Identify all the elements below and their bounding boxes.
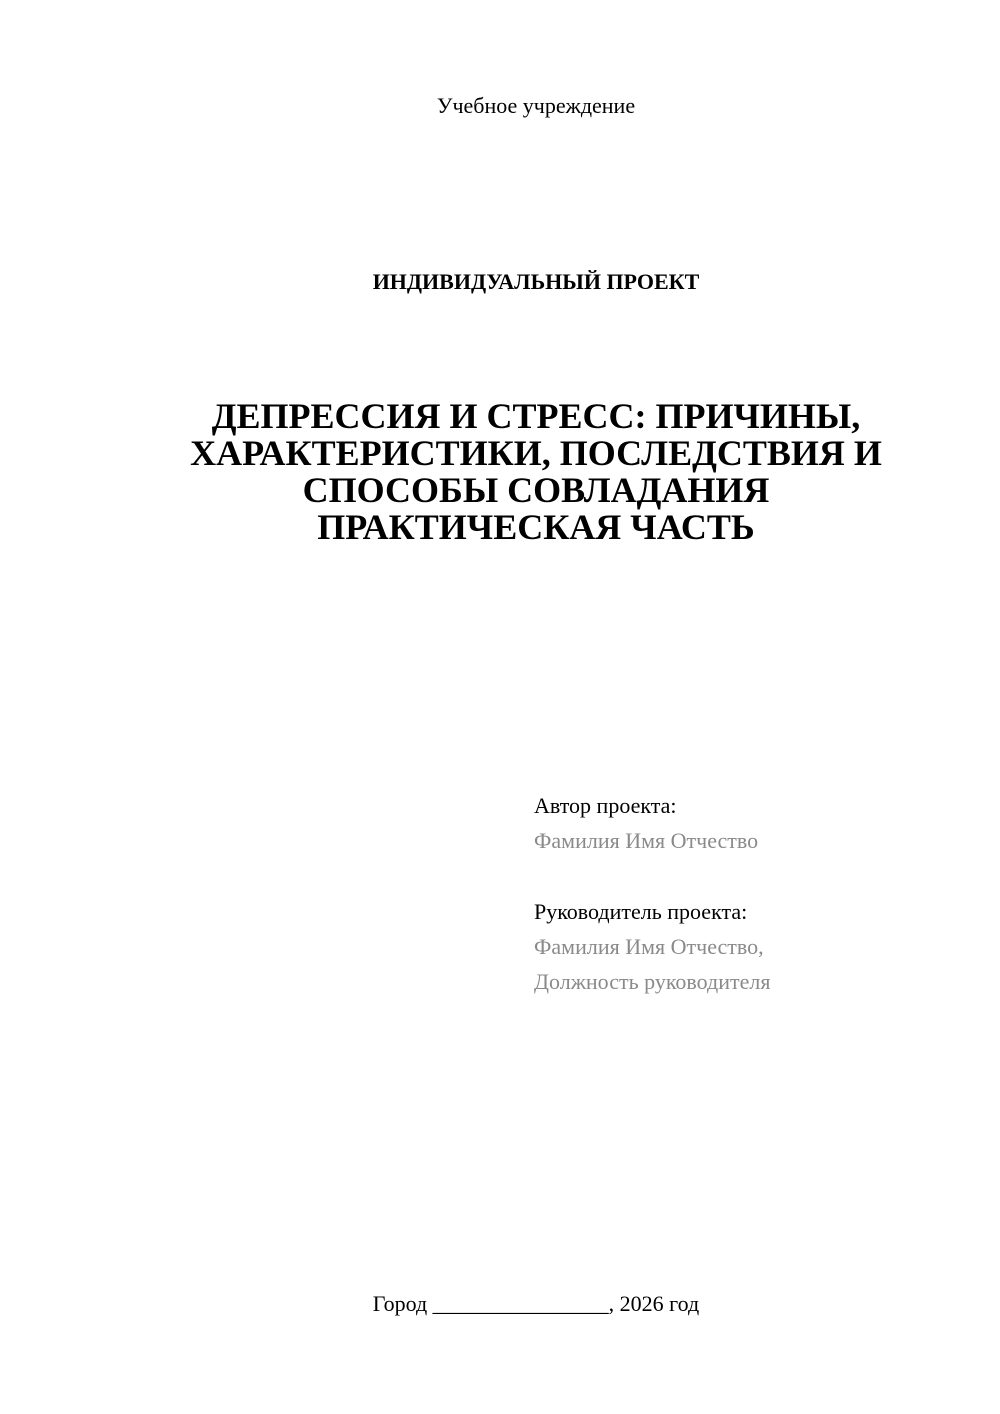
author-label: Автор проекта: (534, 793, 677, 818)
project-type-heading: ИНДИВИДУАЛЬНЫЙ ПРОЕКТ (372, 269, 700, 294)
supervisor-label: Руководитель проекта: (534, 899, 748, 924)
project-title-line: ДЕПРЕССИЯ И СТРЕСС: ПРИЧИНЫ, (211, 396, 861, 436)
project-title-line: ХАРАКТЕРИСТИКИ, ПОСЛЕДСТВИЯ И (190, 433, 882, 473)
authors-block (534, 788, 974, 999)
supervisor-name: Фамилия Имя Отчество, (534, 934, 764, 959)
city-year-line: Город ________________, 2026 год (372, 1291, 700, 1316)
project-title-line: СПОСОБЫ СОВЛАДАНИЯ (302, 470, 770, 510)
supervisor-position: Должность руководителя (534, 969, 771, 994)
author-name: Фамилия Имя Отчество (534, 828, 759, 853)
project-title (120, 398, 952, 546)
spacer (534, 858, 974, 894)
project-title-line: ПРАКТИЧЕСКАЯ ЧАСТЬ (317, 507, 755, 547)
institution-name: Учебное учреждение (436, 93, 636, 118)
